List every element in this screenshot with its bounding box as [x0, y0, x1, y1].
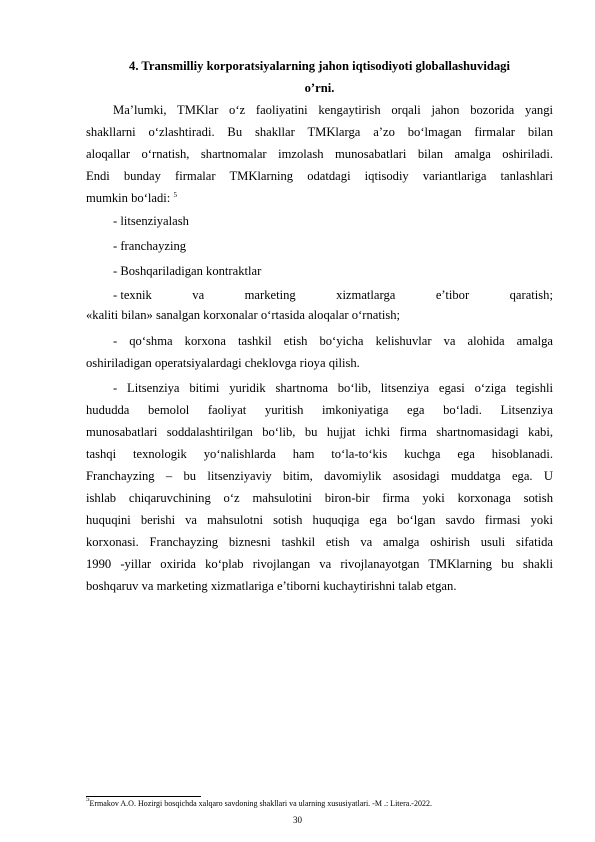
footnote-reference: 5 — [173, 191, 177, 199]
paragraph-1-line: Ma’lumki, TMKlar o‘z faoliyatini kengaytirish orqali jahon bozorida yangi — [113, 103, 553, 117]
paragraph-1-last-line — [86, 192, 177, 205]
paragraph-joint-line: - qo‘shma korxona tashkil etish bo‘yicha kelishuvlar va alohida amalga — [113, 334, 553, 348]
paragraph-license-line: - Litsenziya bitimi yuridik shartnoma bo‘lib, litsenziya egasi o‘ziga tegishli — [113, 381, 553, 395]
page-number: 30 — [293, 815, 302, 825]
word: xizmatlarga — [336, 288, 396, 302]
paragraph-license-line: munosabatlari soddalashtirilgan bo‘lib, bu hujjat ichki firma shartnomasidagi kabi, — [86, 425, 553, 439]
paragraph-license-line: hududda bemolol faoliyat yuritish imkoniyatiga ega bo‘ladi. Litsenziya — [86, 403, 553, 417]
paragraph-joint-line: oshiriladigan operatsiyalardagi cheklovga rioya qilish. — [86, 356, 360, 370]
word: e’tibor — [435, 288, 470, 302]
list-item-services — [113, 289, 553, 302]
section-heading-line1: 4. Transmilliy korporatsiyalarning jahon iqtisodiyoti globallashuvidagi — [129, 59, 510, 73]
paragraph-license-line: huquqini berishi va mahsulotni sotish huquqiga ega bo‘lgan savdo firmasi yoki — [86, 513, 553, 527]
list-item: - franchayzing — [113, 239, 187, 253]
paragraph-1-text: mumkin bo‘ladi: — [86, 191, 171, 205]
paragraph-1-line: shakllarni o‘zlashtiradi. Bu shakllar TMKlarga a’zo bo‘lmagan firmalar bilan — [86, 125, 553, 139]
footnote-separator — [86, 796, 201, 797]
footnote-number: 5 — [86, 795, 90, 803]
paragraph-license-line: tashqi texnologik yo‘nalishlarda ham to‘la-to‘kis kuchga ega hisoblanadi. — [86, 447, 553, 461]
paragraph-license-line: korxonasi. Franchayzing biznesni tashkil etish va amalga oshirish usuli sifatida — [86, 535, 553, 549]
paragraph-1-line: Endi bunday firmalar TMKlarning odatdagi iqtisodiy variantlariga tanlashlari — [86, 169, 553, 183]
list-item: - Boshqariladigan kontraktlar — [113, 264, 262, 278]
word: - texnik — [113, 288, 152, 302]
list-item-services-cont: «kaliti bilan» sanalgan korxonalar o‘rtasida aloqalar o‘rnatish; — [86, 308, 401, 322]
paragraph-license-line: 1990 -yillar oxirida ko‘plab rivojlangan va rivojlanayotgan TMKlarning bu shakli — [86, 557, 553, 571]
word: qaratish; — [509, 288, 553, 302]
paragraph-1-line: aloqallar o‘rnatish, shartnomalar imzolash munosabatlari bilan amalga oshiriladi. — [86, 147, 553, 161]
word: va — [192, 288, 205, 302]
list-item: - litsenziyalash — [113, 214, 189, 228]
section-heading-line2: o’rni. — [304, 81, 335, 95]
paragraph-license-line: boshqaruv va marketing xizmatlariga e’tiborni kuchaytirishni talab etgan. — [86, 579, 457, 593]
paragraph-license-line: Franchayzing – bu litsenziyaviy bitim, davomiylik asosidagi muddatga ega. U — [86, 469, 553, 483]
paragraph-license-line: ishlab chiqaruvchining o‘z mahsulotini biron-bir firma yoki korxonaga sotish — [86, 491, 553, 505]
footnote-text: Ermakov A.O. Hozirgi bosqichda xalqaro savdoning shakllari va ularning xususiyatlari. -M .: Litera.-2022. — [89, 799, 432, 808]
footnote — [86, 795, 432, 808]
word: marketing — [244, 288, 296, 302]
